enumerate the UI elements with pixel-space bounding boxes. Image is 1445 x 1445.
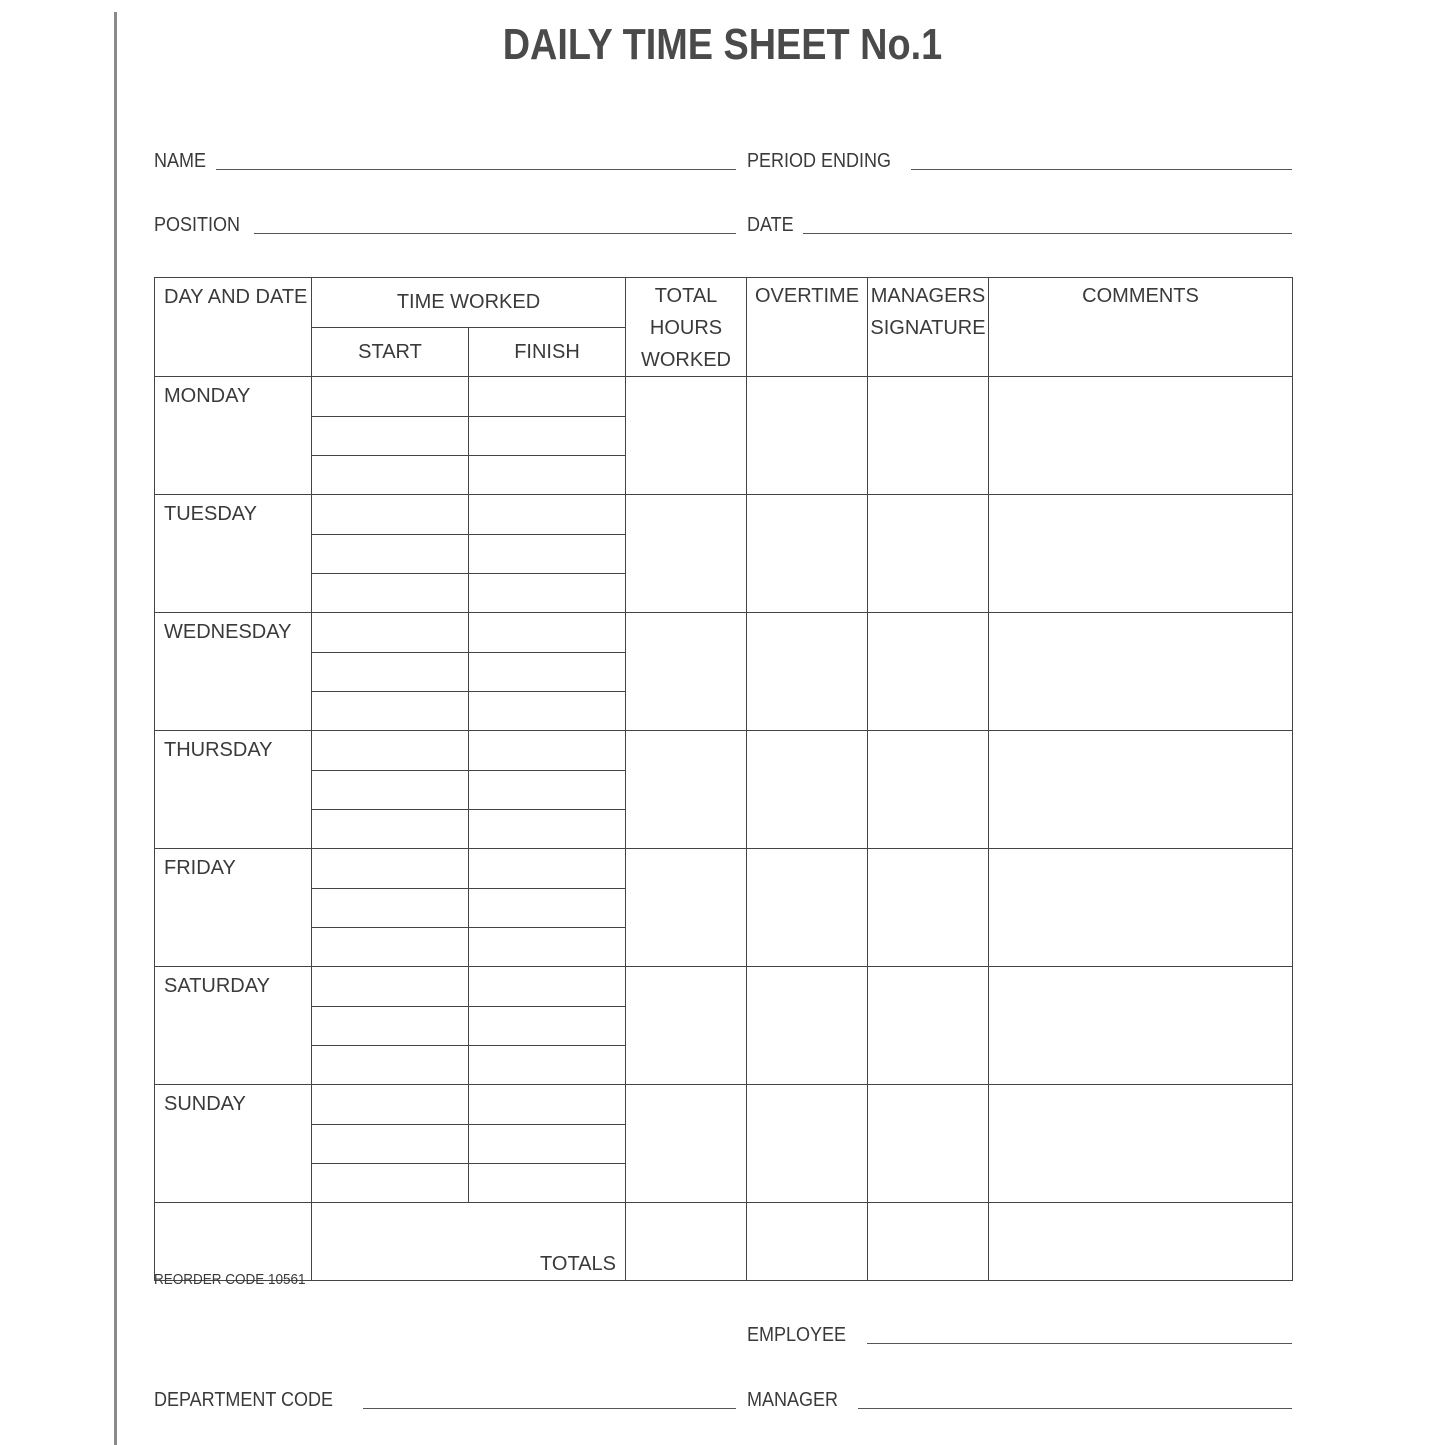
- day-label-cell: [155, 849, 312, 967]
- comments-cell[interactable]: [989, 377, 1293, 495]
- start-cell[interactable]: [312, 495, 469, 535]
- binding-edge: [114, 12, 117, 1445]
- managers-signature-cell[interactable]: [868, 967, 989, 1085]
- comments-sum-cell[interactable]: [989, 1203, 1293, 1281]
- position-line[interactable]: [254, 232, 736, 234]
- start-cell[interactable]: [312, 653, 469, 692]
- day-label-cell: [155, 613, 312, 731]
- finish-cell[interactable]: [469, 495, 626, 535]
- day-label-cell: [155, 377, 312, 495]
- finish-cell[interactable]: [469, 771, 626, 810]
- managers-signature-cell[interactable]: [868, 1085, 989, 1203]
- finish-cell[interactable]: [469, 377, 626, 417]
- comments-cell[interactable]: [989, 1085, 1293, 1203]
- comments-cell[interactable]: [989, 849, 1293, 967]
- totals-label-cell: [312, 1203, 626, 1281]
- totals-label: TOTALS: [540, 1253, 616, 1275]
- start-cell[interactable]: [312, 1125, 469, 1164]
- date-label: DATE: [747, 214, 794, 236]
- timesheet-table: [154, 277, 1293, 1281]
- day-label: SUNDAY: [164, 1093, 246, 1115]
- day-label-cell: [155, 967, 312, 1085]
- finish-cell[interactable]: [469, 1164, 626, 1203]
- total-hours-cell[interactable]: [626, 613, 747, 731]
- position-label: POSITION: [154, 214, 241, 236]
- finish-cell[interactable]: [469, 1125, 626, 1164]
- reorder-code: REORDER CODE 10561: [154, 1271, 306, 1288]
- start-cell[interactable]: [312, 417, 469, 456]
- managers-signature-cell[interactable]: [868, 495, 989, 613]
- finish-cell[interactable]: [469, 456, 626, 495]
- name-field[interactable]: [154, 150, 736, 173]
- total-hours-cell[interactable]: [626, 849, 747, 967]
- department-code-label: DEPARTMENT CODE: [154, 1389, 334, 1411]
- finish-cell[interactable]: [469, 967, 626, 1007]
- finish-cell[interactable]: [469, 574, 626, 613]
- finish-cell[interactable]: [469, 613, 626, 653]
- position-field[interactable]: [154, 214, 736, 237]
- day-label-cell: [155, 495, 312, 613]
- start-cell[interactable]: [312, 456, 469, 495]
- name-label: NAME: [154, 150, 207, 172]
- day-label-cell: [155, 731, 312, 849]
- start-cell[interactable]: [312, 692, 469, 731]
- day-subrow: [155, 731, 1293, 771]
- page-title: DAILY TIME SHEET No.1: [502, 20, 943, 69]
- total-hours-cell[interactable]: [626, 495, 747, 613]
- start-cell[interactable]: [312, 731, 469, 771]
- period-ending-label: PERIOD ENDING: [747, 150, 892, 172]
- header-overtime: OVERTIME: [747, 278, 868, 377]
- overtime-cell[interactable]: [747, 967, 868, 1085]
- day-subrow: [155, 849, 1293, 889]
- manager-field[interactable]: [747, 1389, 1292, 1412]
- managers-signature-cell[interactable]: [868, 731, 989, 849]
- total-hours-cell[interactable]: [626, 967, 747, 1085]
- manager-label: MANAGER: [747, 1389, 839, 1411]
- overtime-cell[interactable]: [747, 613, 868, 731]
- overtime-cell[interactable]: [747, 731, 868, 849]
- total-hours-sum-cell[interactable]: [626, 1203, 747, 1281]
- name-line[interactable]: [216, 168, 736, 170]
- totals-blank-cell: [155, 1203, 312, 1281]
- day-subrow: [155, 1085, 1293, 1125]
- start-cell[interactable]: [312, 535, 469, 574]
- finish-cell[interactable]: [469, 810, 626, 849]
- day-label: FRIDAY: [164, 857, 236, 879]
- day-label: MONDAY: [164, 385, 251, 407]
- overtime-cell[interactable]: [747, 377, 868, 495]
- finish-cell[interactable]: [469, 1085, 626, 1125]
- header-time-worked: TIME WORKED: [312, 278, 626, 328]
- managers-signature-sum-cell[interactable]: [868, 1203, 989, 1281]
- day-subrow: [155, 613, 1293, 653]
- overtime-cell[interactable]: [747, 1085, 868, 1203]
- day-label: THURSDAY: [164, 739, 273, 761]
- day-label-cell: [155, 1085, 312, 1203]
- employee-field[interactable]: [747, 1324, 1292, 1347]
- department-code-field[interactable]: [154, 1389, 736, 1412]
- header-day-and-date: DAY AND DATE: [155, 278, 312, 377]
- start-cell[interactable]: [312, 1164, 469, 1203]
- start-cell[interactable]: [312, 849, 469, 889]
- finish-cell[interactable]: [469, 653, 626, 692]
- finish-cell[interactable]: [469, 692, 626, 731]
- header-start: START: [312, 328, 469, 377]
- day-label: SATURDAY: [164, 975, 270, 997]
- header-total-hours: TOTAL HOURS WORKED: [626, 278, 747, 377]
- department-code-line[interactable]: [363, 1407, 736, 1409]
- start-cell[interactable]: [312, 810, 469, 849]
- period-ending-line[interactable]: [911, 168, 1292, 170]
- employee-label: EMPLOYEE: [747, 1324, 847, 1346]
- start-cell[interactable]: [312, 771, 469, 810]
- start-cell[interactable]: [312, 889, 469, 928]
- date-line[interactable]: [803, 232, 1292, 234]
- finish-cell[interactable]: [469, 849, 626, 889]
- header-finish: FINISH: [469, 328, 626, 377]
- comments-cell[interactable]: [989, 731, 1293, 849]
- overtime-cell[interactable]: [747, 849, 868, 967]
- managers-signature-cell[interactable]: [868, 613, 989, 731]
- start-cell[interactable]: [312, 574, 469, 613]
- finish-cell[interactable]: [469, 731, 626, 771]
- day-label: WEDNESDAY: [164, 621, 292, 643]
- comments-cell[interactable]: [989, 495, 1293, 613]
- header-comments: COMMENTS: [989, 278, 1293, 377]
- finish-cell[interactable]: [469, 417, 626, 456]
- start-cell[interactable]: [312, 1046, 469, 1085]
- comments-cell[interactable]: [989, 967, 1293, 1085]
- day-subrow: [155, 495, 1293, 535]
- start-cell[interactable]: [312, 1007, 469, 1046]
- start-cell[interactable]: [312, 967, 469, 1007]
- total-hours-cell[interactable]: [626, 731, 747, 849]
- totals-row: [155, 1203, 1293, 1281]
- overtime-cell[interactable]: [747, 495, 868, 613]
- manager-line[interactable]: [858, 1407, 1292, 1409]
- finish-cell[interactable]: [469, 889, 626, 928]
- finish-cell[interactable]: [469, 928, 626, 967]
- comments-cell[interactable]: [989, 613, 1293, 731]
- start-cell[interactable]: [312, 613, 469, 653]
- date-field[interactable]: [747, 214, 1292, 237]
- managers-signature-cell[interactable]: [868, 849, 989, 967]
- finish-cell[interactable]: [469, 1007, 626, 1046]
- start-cell[interactable]: [312, 377, 469, 417]
- managers-signature-cell[interactable]: [868, 377, 989, 495]
- period-ending-field[interactable]: [747, 150, 1292, 173]
- finish-cell[interactable]: [469, 535, 626, 574]
- overtime-sum-cell[interactable]: [747, 1203, 868, 1281]
- finish-cell[interactable]: [469, 1046, 626, 1085]
- employee-line[interactable]: [867, 1342, 1292, 1344]
- start-cell[interactable]: [312, 1085, 469, 1125]
- total-hours-cell[interactable]: [626, 1085, 747, 1203]
- day-subrow: [155, 967, 1293, 1007]
- header-managers-signature: MANAGERS SIGNATURE: [868, 278, 989, 377]
- total-hours-cell[interactable]: [626, 377, 747, 495]
- start-cell[interactable]: [312, 928, 469, 967]
- day-subrow: [155, 377, 1293, 417]
- day-label: TUESDAY: [164, 503, 257, 525]
